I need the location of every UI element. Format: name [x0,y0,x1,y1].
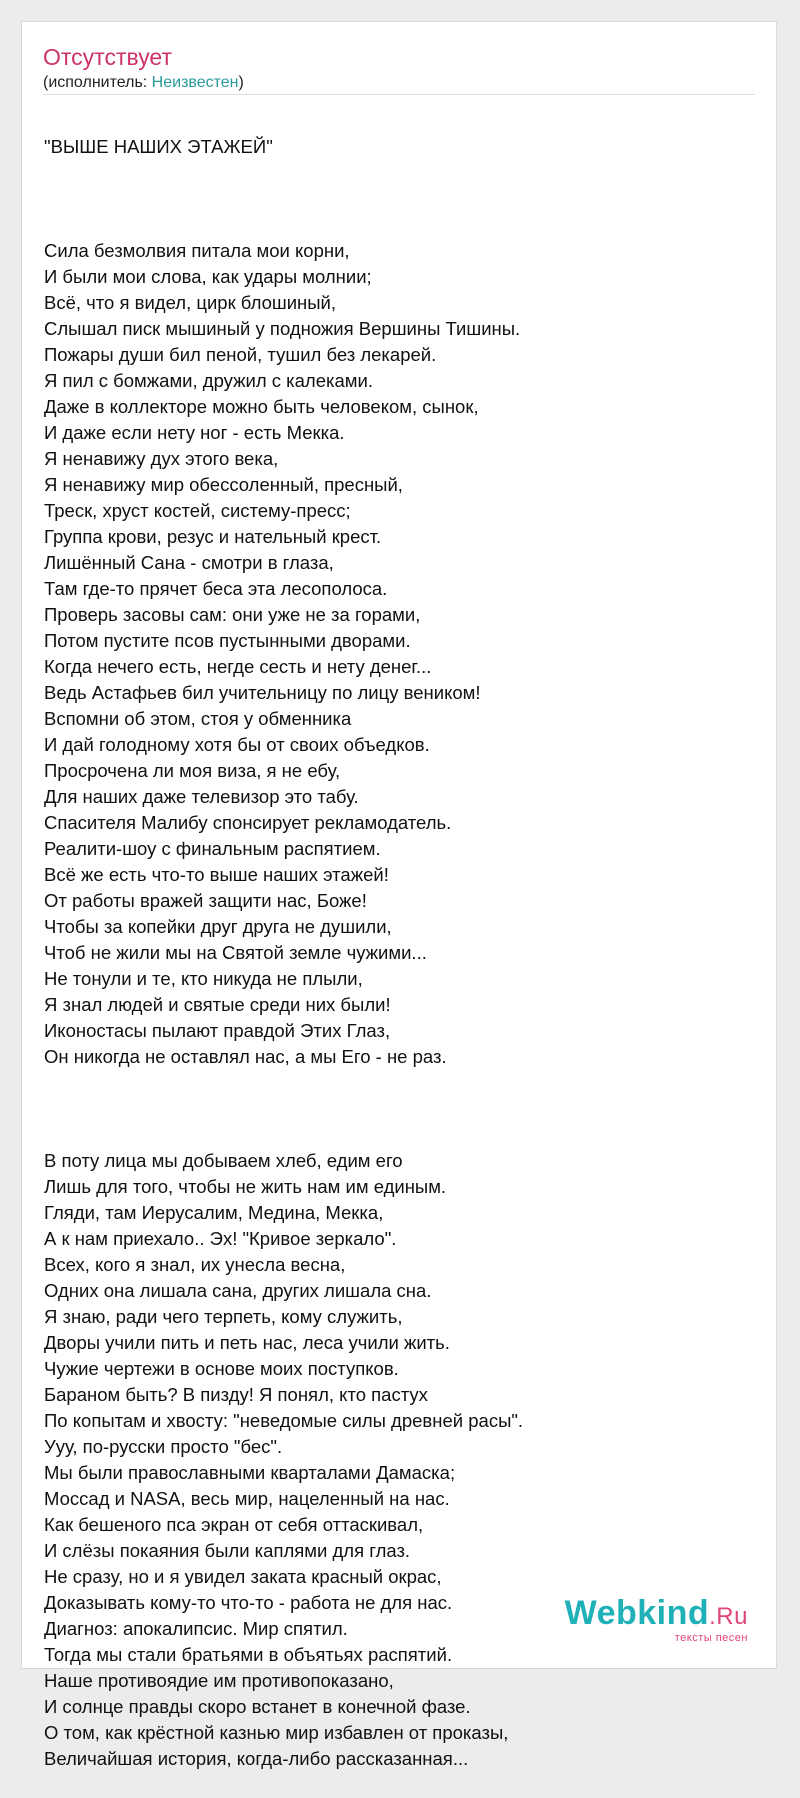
webkind-logo[interactable] [565,1596,748,1644]
lyric-line: Лишь для того, чтобы не жить нам им единым. [44,1176,447,1197]
artist-suffix: ) [238,74,244,91]
lyric-line: Тогда мы стали братьями в объятьях распятий. [44,1644,453,1665]
artist-link[interactable]: Неизвестен [151,74,239,91]
lyric-line: Дворы учили пить и петь нас, леса учили жить. [44,1332,450,1353]
artist-line [43,74,244,92]
lyric-line: Не тонули и те, кто никуда не плыли, [44,968,363,989]
lyric-line: Наше противоядие им противопоказано, [44,1670,394,1691]
lyric-line: Ведь Астафьев бил учительницу по лицу веником! [44,682,481,703]
lyric-line: О том, как крёстной казнью мир избавлен от проказы, [44,1722,509,1743]
lyric-line: Потом пустите псов пустынными дворами. [44,630,411,651]
lyric-line: Группа крови, резус и нательный крест. [44,526,382,547]
lyric-line: Лишённый Сана - смотри в глаза, [44,552,334,573]
lyric-line: Слышал писк мышиный у подножия Вершины Тишины. [44,318,521,339]
song-title: Отсутствует [43,44,172,70]
lyric-line: Чужие чертежи в основе моих поступков. [44,1358,399,1379]
lyric-line: Мы были православными кварталами Дамаска; [44,1462,456,1483]
lyric-line: Спасителя Малибу спонсирует рекламодатель. [44,812,452,833]
lyric-line: И солнце правды скоро встанет в конечной фазе. [44,1696,471,1717]
lyric-line: В поту лица мы добываем хлеб, едим его [44,1150,403,1171]
lyrics-card [21,21,777,1769]
blank-line [44,1096,764,1122]
lyric-line: Чтоб не жили мы на Святой земле чужими... [44,942,427,963]
lyric-line: Я пил с бомжами, дружил с калеками. [44,370,373,391]
lyric-line: Всё, что я видел, цирк блошиный, [44,292,337,313]
lyric-line: Диагноз: апокалипсис. Мир спятил. [44,1618,348,1639]
lyric-line: Бараном быть? В пизду! Я понял, кто пастух [44,1384,428,1405]
logo-main-text: Webkind [564,1594,710,1632]
lyric-line: Одних она лишала сана, других лишала сна. [44,1280,432,1301]
lyric-line: Реалити-шоу с финальным распятием. [44,838,381,859]
lyric-line: Всех, кого я знал, их унесла весна, [44,1254,346,1275]
lyric-line: А к нам приехало.. Эх! "Кривое зеркало". [44,1228,397,1249]
lyric-line: И даже если нету ног - есть Мекка. [44,422,345,443]
blank-line [44,186,764,212]
lyric-line: Моссад и NASA, весь мир, нацеленный на нас. [44,1488,450,1509]
lyrics-body [44,108,764,1798]
lyric-line: И слёзы покаяния были каплями для глаз. [44,1540,411,1561]
lyric-line: Не сразу, но и я увидел заката красный окрас, [44,1566,442,1587]
lyric-line: Как бешеного пса экран от себя оттаскивал, [44,1514,424,1535]
lyric-line: Я ненавижу мир обессоленный, пресный, [44,474,403,495]
lyric-line: И дай голодному хотя бы от своих объедков. [44,734,430,755]
lyric-line: Сила безмолвия питала мои корни, [44,240,350,261]
logo-wordmark [565,1596,748,1634]
lyric-line: Треск, хруст костей, систему-пресс; [44,500,351,521]
lyric-line: Чтобы за копейки друг друга не душили, [44,916,392,937]
lyric-line: Даже в коллекторе можно быть человеком, сынок, [44,396,479,417]
lyric-line: Для наших даже телевизор это табу. [44,786,359,807]
lyric-line: Иконостасы пылают правдой Этих Глаз, [44,1020,391,1041]
lyric-line: Доказывать кому-то что-то - работа не для нас. [44,1592,453,1613]
lyric-line: Всё же есть что-то выше наших этажей! [44,864,389,885]
logo-tld: .Ru [709,1603,748,1630]
lyric-line: Ууу, по-русски просто "бес". [44,1436,283,1457]
lyric-line: Он никогда не оставлял нас, а мы Его - не раз. [44,1046,447,1067]
header-divider [43,94,755,95]
lyric-line: Вспомни об этом, стоя у обменника [44,708,352,729]
lyric-line: Я знаю, ради чего терпеть, кому служить, [44,1306,403,1327]
lyric-line: Я знал людей и святые среди них были! [44,994,391,1015]
lyric-line: Величайшая история, когда-либо рассказанная... [44,1748,469,1769]
lyric-line: По копытам и хвосту: "неведомые силы древней расы". [44,1410,524,1431]
logo-tagline: тексты песен [674,1632,748,1644]
artist-prefix: (исполнитель: [43,74,152,91]
lyric-line: Просрочена ли моя виза, я не ебу, [44,760,341,781]
verse-2 [44,1148,764,1772]
lyric-line: Когда нечего есть, негде сесть и нету денег... [44,656,432,677]
lyric-line: Проверь засовы сам: они уже не за горами, [44,604,421,625]
lyric-line: Там где-то прячет беса эта лесополоса. [44,578,388,599]
lyric-line: От работы вражей защити нас, Боже! [44,890,367,911]
lyrics-heading: "ВЫШЕ НАШИХ ЭТАЖЕЙ" [44,136,273,157]
verse-1 [44,238,764,1070]
lyric-line: Гляди, там Иерусалим, Медина, Мекка, [44,1202,384,1223]
lyric-line: Пожары души бил пеной, тушил без лекарей. [44,344,437,365]
lyric-line: И были мои слова, как удары молнии; [44,266,372,287]
lyric-line: Я ненавижу дух этого века, [44,448,279,469]
